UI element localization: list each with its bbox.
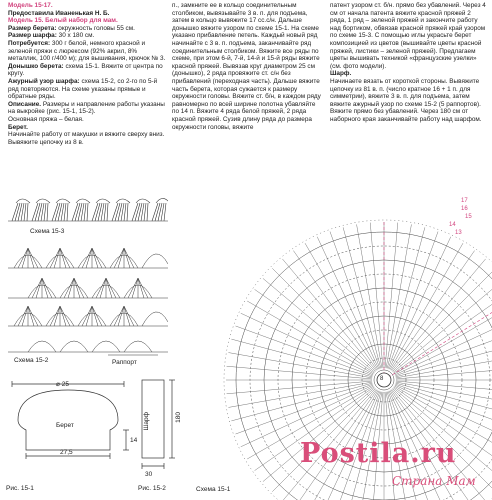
- stitch-spoke: [390, 243, 463, 369]
- scheme-15-2-label: Схема 15-2: [14, 357, 49, 364]
- beret-width-label: 27,5: [60, 449, 73, 456]
- stitch-spoke: [247, 301, 373, 374]
- text-column-2: [172, 2, 324, 131]
- scarf-length-label: 180: [175, 412, 182, 423]
- scarf-size-label: Размер шарфа:: [8, 32, 57, 40]
- stitch-spoke: [395, 326, 492, 376]
- beret-heading: Берет.: [8, 123, 28, 131]
- stitch-spoke: [396, 366, 492, 379]
- bottom-label: Донышко берета:: [8, 62, 64, 70]
- figure-15-1-label: Рис. 15-1: [6, 485, 34, 492]
- scarf-heading: Шарф.: [330, 70, 352, 78]
- stitch-spoke: [255, 289, 375, 373]
- watermark-logo: Postila.ru: [300, 438, 457, 469]
- stitch-spoke: [388, 232, 438, 369]
- figure-15-2-label: Рис. 15-2: [138, 485, 166, 492]
- stitch-spoke: [389, 237, 451, 369]
- stitch-spoke: [231, 339, 372, 377]
- beret-text: Начинайте работу от макушки и вяжите сверху вниз. Вывяжите цепочку из 8 в.: [8, 131, 165, 146]
- stitch-spoke: [392, 268, 492, 371]
- stitch-spoke: [241, 313, 373, 375]
- scheme-15-3-diagram: [8, 195, 168, 225]
- stitch-spoke: [392, 259, 486, 371]
- main-yarn-line: Основная пряжа – белая.: [8, 115, 84, 123]
- stitch-spoke: [263, 278, 375, 372]
- beret-size-label: Размер берета:: [8, 24, 57, 32]
- row-number-14: 14: [449, 222, 456, 228]
- text-column-1: [8, 2, 168, 146]
- bottom-text: схема 15-1. Вяжите от центра по кругу.: [8, 62, 163, 78]
- stitch-spoke: [317, 237, 379, 369]
- description-text: Размеры и направление работы указаны на выкройке (рис. 15-1, 15-2).: [8, 100, 165, 116]
- model-subtitle: Модель 15. Белый набор для мам.: [8, 17, 118, 25]
- scarf-size-paragraph: [8, 32, 168, 40]
- bottom-paragraph: [8, 63, 168, 78]
- beret-size-paragraph: [8, 25, 168, 33]
- beret-height-label: 14: [130, 437, 138, 444]
- stitch-spoke: [228, 353, 372, 378]
- row-number-15: 15: [465, 214, 472, 220]
- model-number: Модель 15-17.: [8, 2, 53, 9]
- beret-instructions: п., замкните ее в кольцо соединительным столбиком, вывязывайте 3 в. п. для подъема, затем в кольцо вывяжите 17 сс.с/н. Дальше донышко вяжите узором по схеме 15-1. На схеме указано прибавление петель. Каждый новый ряд начинайте с 3 в. п. подъема, заканчивайте ряд соединительным столбиком. Вяжите все ряды по схеме, при этом 6-й, 7-й, 14-й и 15-й ряды вяжите красной пряжей. Вывязав круг диаметром 25 см (донышко), 2 ряда провяжите ст. с/н без прибавлений (переходная часть). Дальше вяжите часть берета, которая сужается к размеру окружности головы. Вяжите ст. б/н, в каждом ряду равномерно по всей ширине полотна убавляйте по 14 п. Вяжите 4 ряда белой пряжей, 2 ряда красной пряжей. Сузив длину ряда до размера окружности головы, вяжите: [172, 2, 321, 131]
- row-number-16: 16: [461, 206, 468, 212]
- stitch-spoke: [393, 278, 492, 372]
- beret-diameter-label: ⌀ 25: [56, 381, 69, 388]
- beret-name-label: Берет: [56, 422, 74, 429]
- stitch-spoke: [228, 382, 372, 407]
- scarf-name-label: Шарф: [143, 412, 150, 431]
- stitch-spoke: [305, 243, 378, 369]
- stitch-spoke: [387, 227, 425, 368]
- stitch-spoke: [330, 232, 380, 369]
- stitch-spoke: [343, 227, 381, 368]
- beret-pattern-figure: [6, 378, 134, 460]
- stitch-spoke: [391, 251, 475, 371]
- scheme-15-1-label: Схема 15-1: [196, 486, 231, 493]
- stitch-spoke: [272, 268, 375, 371]
- stitch-spoke: [396, 381, 492, 394]
- text-column-3: [330, 2, 488, 124]
- materials-paragraph: [8, 40, 168, 63]
- scarf-width-label: 30: [145, 471, 153, 478]
- patent-instructions: патент узором ст. б/н. прямо без убавлений. Через 4 см от начала патента вяжите красной пряжей 2 ряда, 1 ряд – зеленой пряжей и закончите работу над бортиком, обвязав красной пряжей край узором по схеме 15-3. С помощью иглы украсьте берет композицией из цветов (вышивайте цветы красной пряжей, листики – зеленой пряжей). Предлагаем цветы вышивать техникой «французские узелки» (см. фото модели).: [330, 2, 486, 70]
- beret-size-value: окружность головы 55 см.: [56, 24, 135, 32]
- stitch-spoke: [396, 382, 492, 407]
- stitch-spoke: [395, 384, 492, 434]
- materials-text: 300 г белой, немного красной и зеленой пряжи с люрексом (92% акрил, 8% металлик, 100 г/400 м); для вышивания, крючок № 3.: [8, 39, 166, 63]
- stitch-spoke: [236, 326, 373, 376]
- scheme-15-2-diagram: [8, 238, 168, 356]
- watermark-subtitle: Страна Мам: [392, 474, 476, 488]
- materials-label: Потребуется:: [8, 39, 51, 47]
- description-paragraph: [8, 101, 168, 116]
- author-line: Предоставила Иваненькая Н. Б.: [8, 9, 110, 17]
- scarf-instructions: Начинаете вязать от короткой стороны. Вывяжите цепочку из 81 в. п. (число кратное 16 + 1 п. для симметрии), вяжите 3 в. п. для подъема, затем вяжите ажурный узор по схеме 15-2 (5 раппортов). Вяжите прямо без убавлений. Через 180 см от наборного края заканчивайте работу над шарфом.: [330, 77, 482, 123]
- scheme-15-3-label: Схема 15-3: [30, 228, 65, 235]
- lace-text: схема 15-2, со 2-го по 5-й ряд повторяются. На схеме указаны прямые и обратные ряды.: [8, 77, 158, 101]
- lace-paragraph: [8, 78, 168, 101]
- stitch-spoke: [396, 353, 492, 378]
- description-label: Описание.: [8, 100, 42, 108]
- stitch-spoke: [282, 259, 376, 371]
- stitch-spoke: [231, 383, 372, 421]
- stitch-spoke: [236, 384, 373, 434]
- row-number-13: 13: [455, 230, 462, 236]
- rapport-label: Раппорт: [112, 359, 137, 366]
- stitch-spoke: [394, 301, 492, 374]
- stitch-spoke: [293, 251, 377, 371]
- scheme-15-1-center-label: 8: [380, 376, 384, 382]
- lace-label: Ажурный узор шарфа:: [8, 77, 80, 85]
- row-number-17: 17: [461, 198, 468, 204]
- stitch-spoke: [395, 313, 492, 375]
- scarf-size-value: 30 х 180 см.: [56, 32, 95, 40]
